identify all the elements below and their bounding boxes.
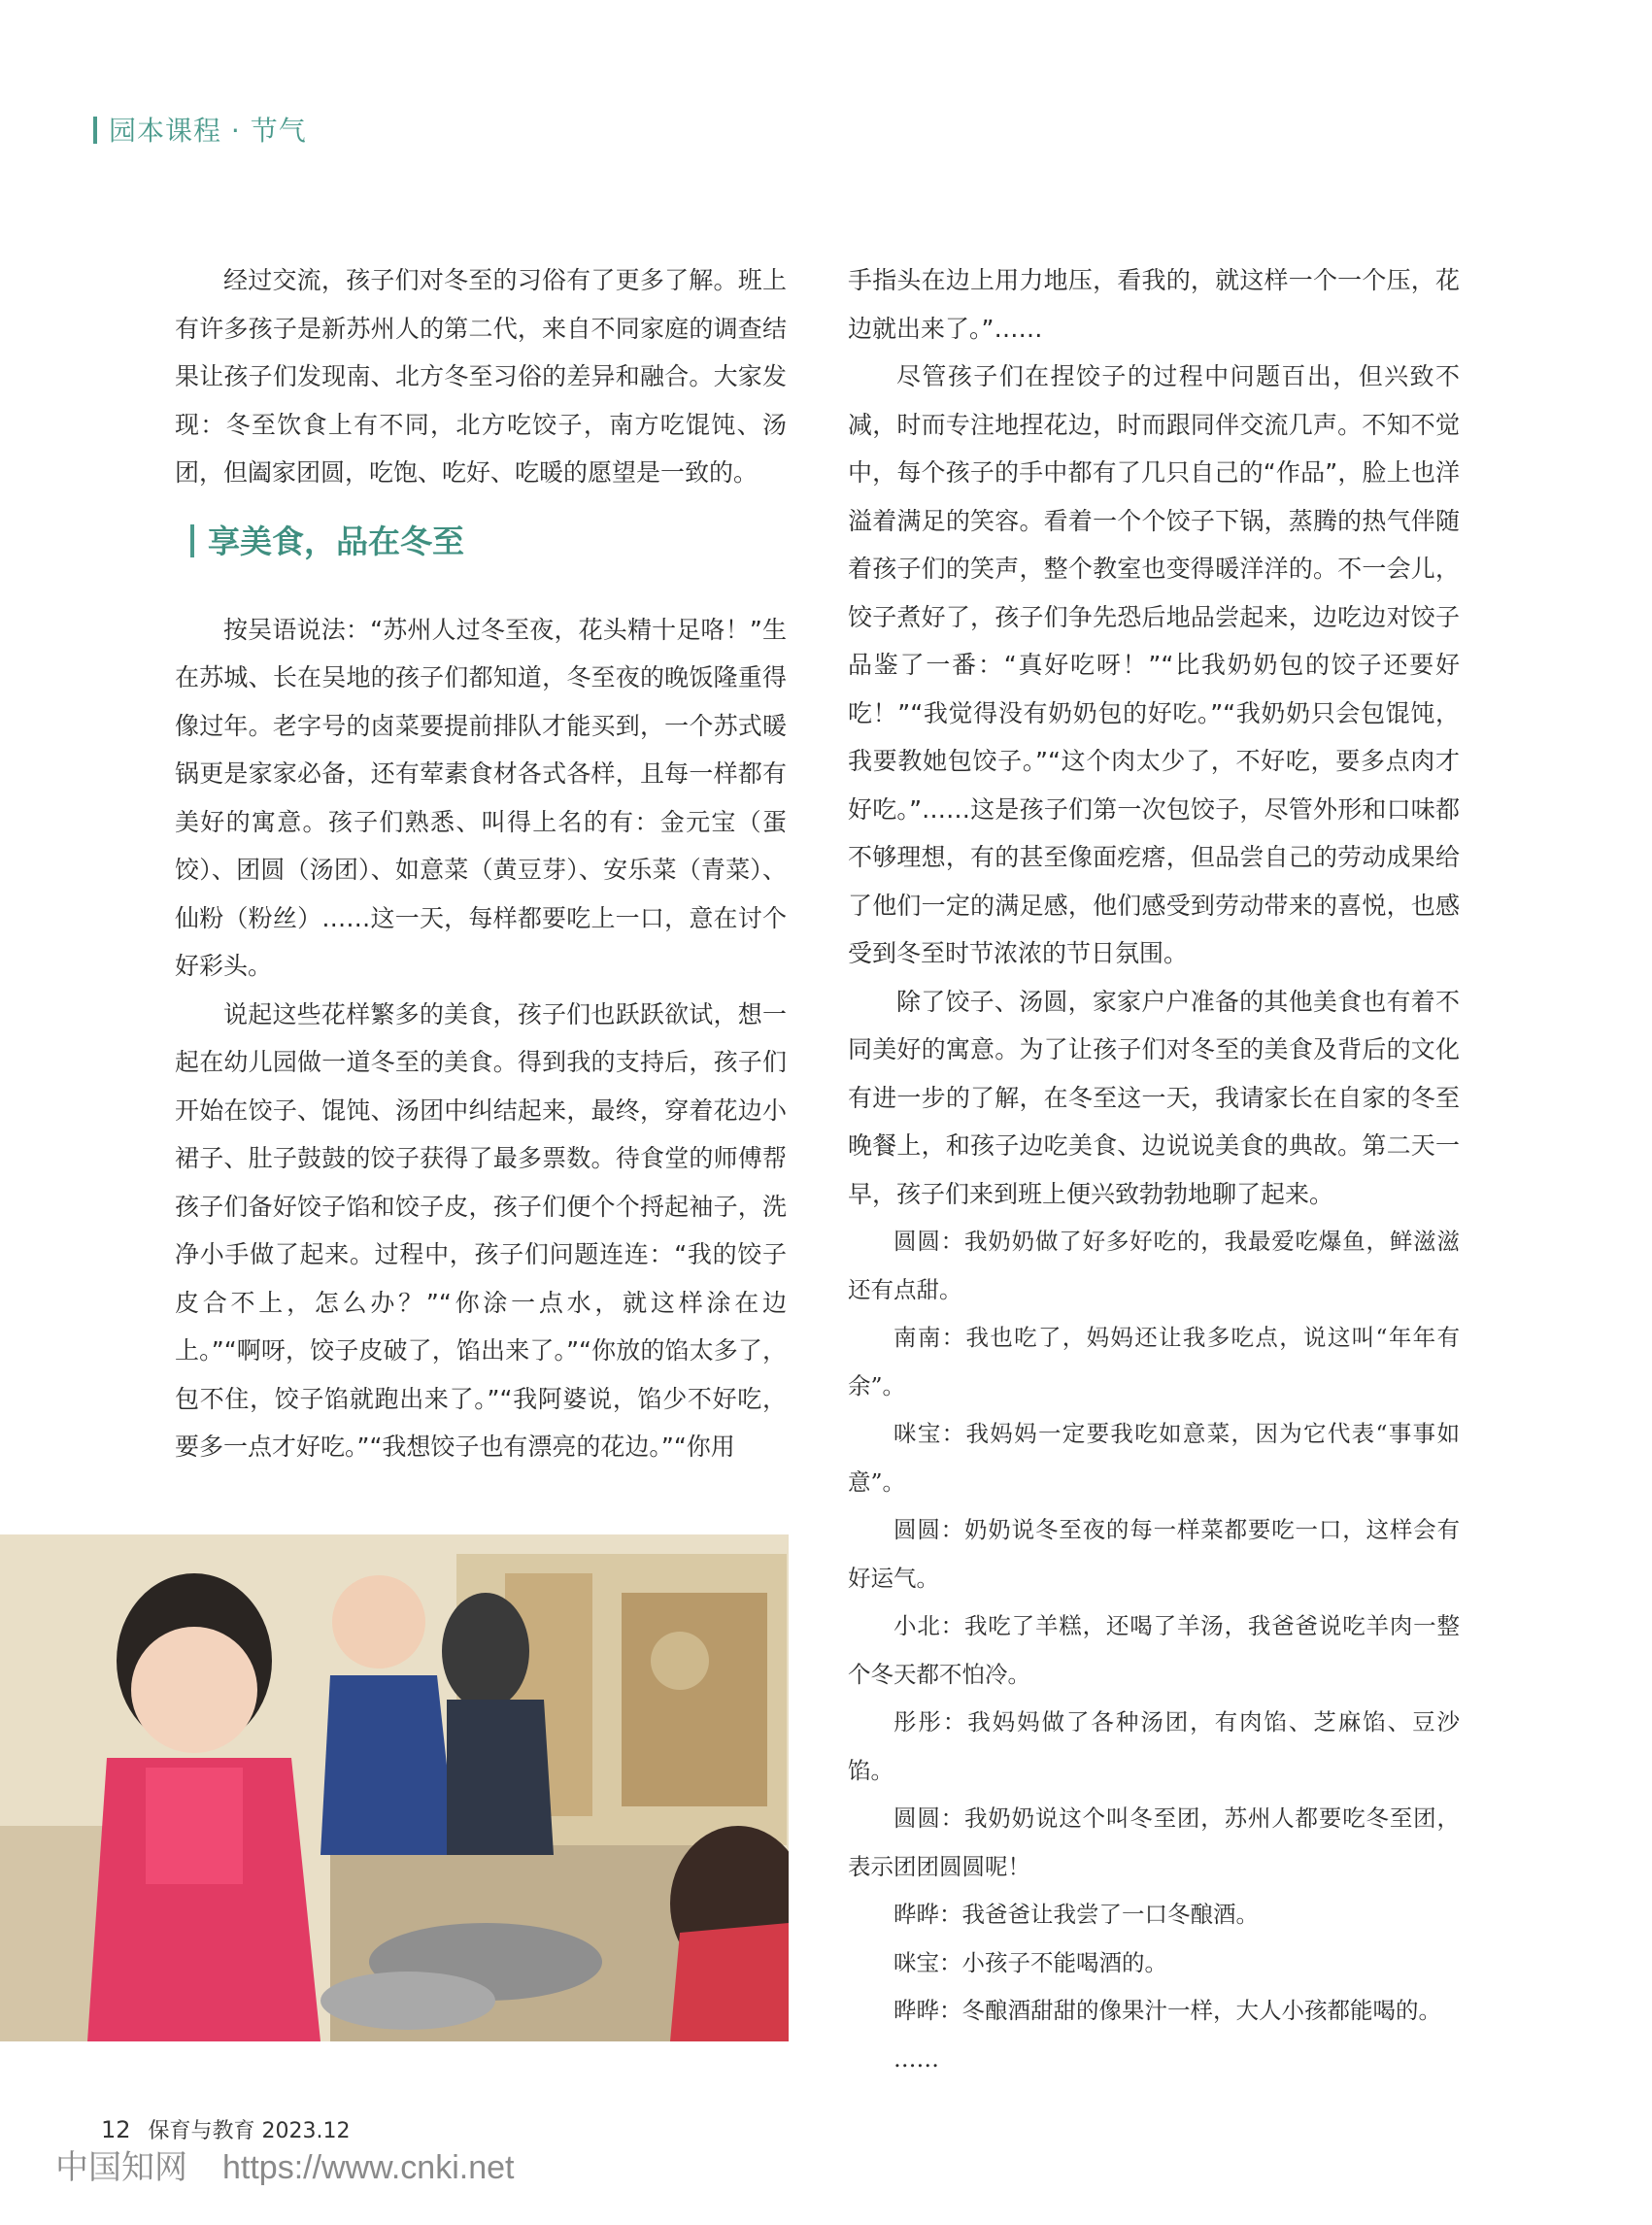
photo-illustration: [0, 1534, 789, 2041]
paragraph: 尽管孩子们在捏饺子的过程中问题百出，但兴致不减，时而专注地捏花边，时而跟同伴交流几声。不知不觉中，每个孩子的手中都有了几只自己的“作品”，脸上也洋溢着满足的笑容。看着一个个饺子下锅，蒸腾的热气伴随着孩子们的笑声，整个教室也变得暖洋洋的。不一会儿，饺子煮好了，孩子们争先恐后地品尝起来，边吃边对饺子品鉴了一番：“真好吃呀！”“比我奶奶包的饺子还要好吃！”“我觉得没有奶奶包的好吃。”“我奶奶只会包馄饨，我要教她包饺子。”“这个肉太少了，不好吃，要多点肉才好吃。”……这是孩子们第一次包饺子，尽管外形和口味都不够理想，有的甚至像面疙瘩，但品尝自己的劳动成果给了他们一定的满足感，他们感受到劳动带来的喜悦，也感受到冬至时节浓浓的节日氛围。: [848, 362, 1460, 967]
section-title-bar: [190, 524, 194, 557]
children-making-dumplings-photo: [0, 1534, 789, 2041]
paragraph-continued: 手指头在边上用力地压，看我的，就这样一个一个压，花边就出来了。”……: [848, 266, 1460, 343]
paragraph: 经过交流，孩子们对冬至的习俗有了更多了解。班上有许多孩子是新苏州人的第二代，来自不同家庭的调查结果让孩子们发现南、北方冬至习俗的差异和融合。大家发现：冬至饮食上有不同，北方吃饺子，南方吃馄饨、汤团，但阖家团圆，吃饱、吃好、吃暖的愿望是一致的。: [175, 266, 787, 487]
cnki-watermark: [55, 2141, 514, 2188]
dialogue-line: 南南：我也吃了，妈妈还让我多吃点，说这叫“年年有余”。: [848, 1324, 1460, 1399]
header-label: 园本课程 · 节气: [109, 115, 307, 147]
paragraph: 说起这些花样繁多的美食，孩子们也跃跃欲试，想一起在幼儿园做一道冬至的美食。得到我的支持后，孩子们开始在饺子、馄饨、汤团中纠结起来，最终，穿着花边小裙子、肚子鼓鼓的饺子获得了最多票数。待食堂的师傅帮孩子们备好饺子馅和饺子皮，孩子们便个个捋起袖子，洗净小手做了起来。过程中，孩子们问题连连：“我的饺子皮合不上，怎么办？”“你涂一点水，就这样涂在边上。”“啊呀，饺子皮破了，馅出来了。”“你放的馅太多了，包不住，饺子馅就跑出来了。”“我阿婆说，馅少不好吃，要多一点才好吃。”“我想饺子也有漂亮的花边。”“你用: [175, 999, 787, 1461]
dialogue-line: 彤彤：我妈妈做了各种汤团，有肉馅、芝麻馅、豆沙馅。: [848, 1708, 1460, 1784]
section-header: [93, 110, 307, 149]
section-title: [175, 521, 787, 563]
dialogue-line: 圆圆：我奶奶说这个叫冬至团，苏州人都要吃冬至团，表示团团圆圆呢！: [848, 1804, 1460, 1880]
right-column: [848, 256, 1460, 2083]
dialogue-line: 小北：我吃了羊糕，还喝了羊汤，我爸爸说吃羊肉一整个冬天都不怕冷。: [848, 1612, 1460, 1688]
dialogue-line: 咪宝：小孩子不能喝酒的。: [893, 1948, 1167, 1976]
paragraph: 按吴语说法：“苏州人过冬至夜，花头精十足咯！”生在苏城、长在吴地的孩子们都知道，冬至夜的晚饭隆重得像过年。老字号的卤菜要提前排队才能买到，一个苏式暖锅更是家家必备，还有荤素食材各式各样，且每一样都有美好的寓意。孩子们熟悉、叫得上名的有：金元宝（蛋饺）、团圆（汤团）、如意菜（黄豆芽）、安乐菜（青菜）、仙粉（粉丝）……这一天，每样都要吃上一口，意在讨个好彩头。: [175, 615, 787, 980]
dialogue-line: 咪宝：我妈妈一定要我吃如意菜，因为它代表“事事如意”。: [848, 1420, 1460, 1496]
journal-name: 保育与教育 2023.12: [148, 2119, 351, 2143]
watermark-site-name: 中国知网: [55, 2148, 187, 2187]
dialogue-line: 晔晔：我爸爸让我尝了一口冬酿酒。: [893, 1901, 1259, 1928]
dialogue-line: 晔晔：冬酿酒甜甜的像果汁一样，大人小孩都能喝的。: [893, 1997, 1441, 2024]
dialogue-line: 圆圆：奶奶说冬至夜的每一样菜都要吃一口，这样会有好运气。: [848, 1516, 1460, 1592]
page-number: 12: [101, 2116, 131, 2143]
left-column: [175, 256, 787, 1471]
watermark-url: https://www.cnki.net: [222, 2149, 515, 2186]
dialogue-line: 圆圆：我奶奶做了好多好吃的，我最爱吃爆鱼，鲜滋滋还有点甜。: [848, 1228, 1460, 1303]
paragraph: 除了饺子、汤圆，家家户户准备的其他美食也有着不同美好的寓意。为了让孩子们对冬至的美食及背后的文化有进一步的了解，在冬至这一天，我请家长在自家的冬至晚餐上，和孩子边吃美食、边说说美食的典故。第二天一早，孩子们来到班上便兴致勃勃地聊了起来。: [848, 987, 1460, 1208]
dialogue-line: ……: [893, 2044, 939, 2073]
header-bar: [93, 117, 97, 144]
section-title-text: 享美食，品在冬至: [208, 522, 464, 560]
